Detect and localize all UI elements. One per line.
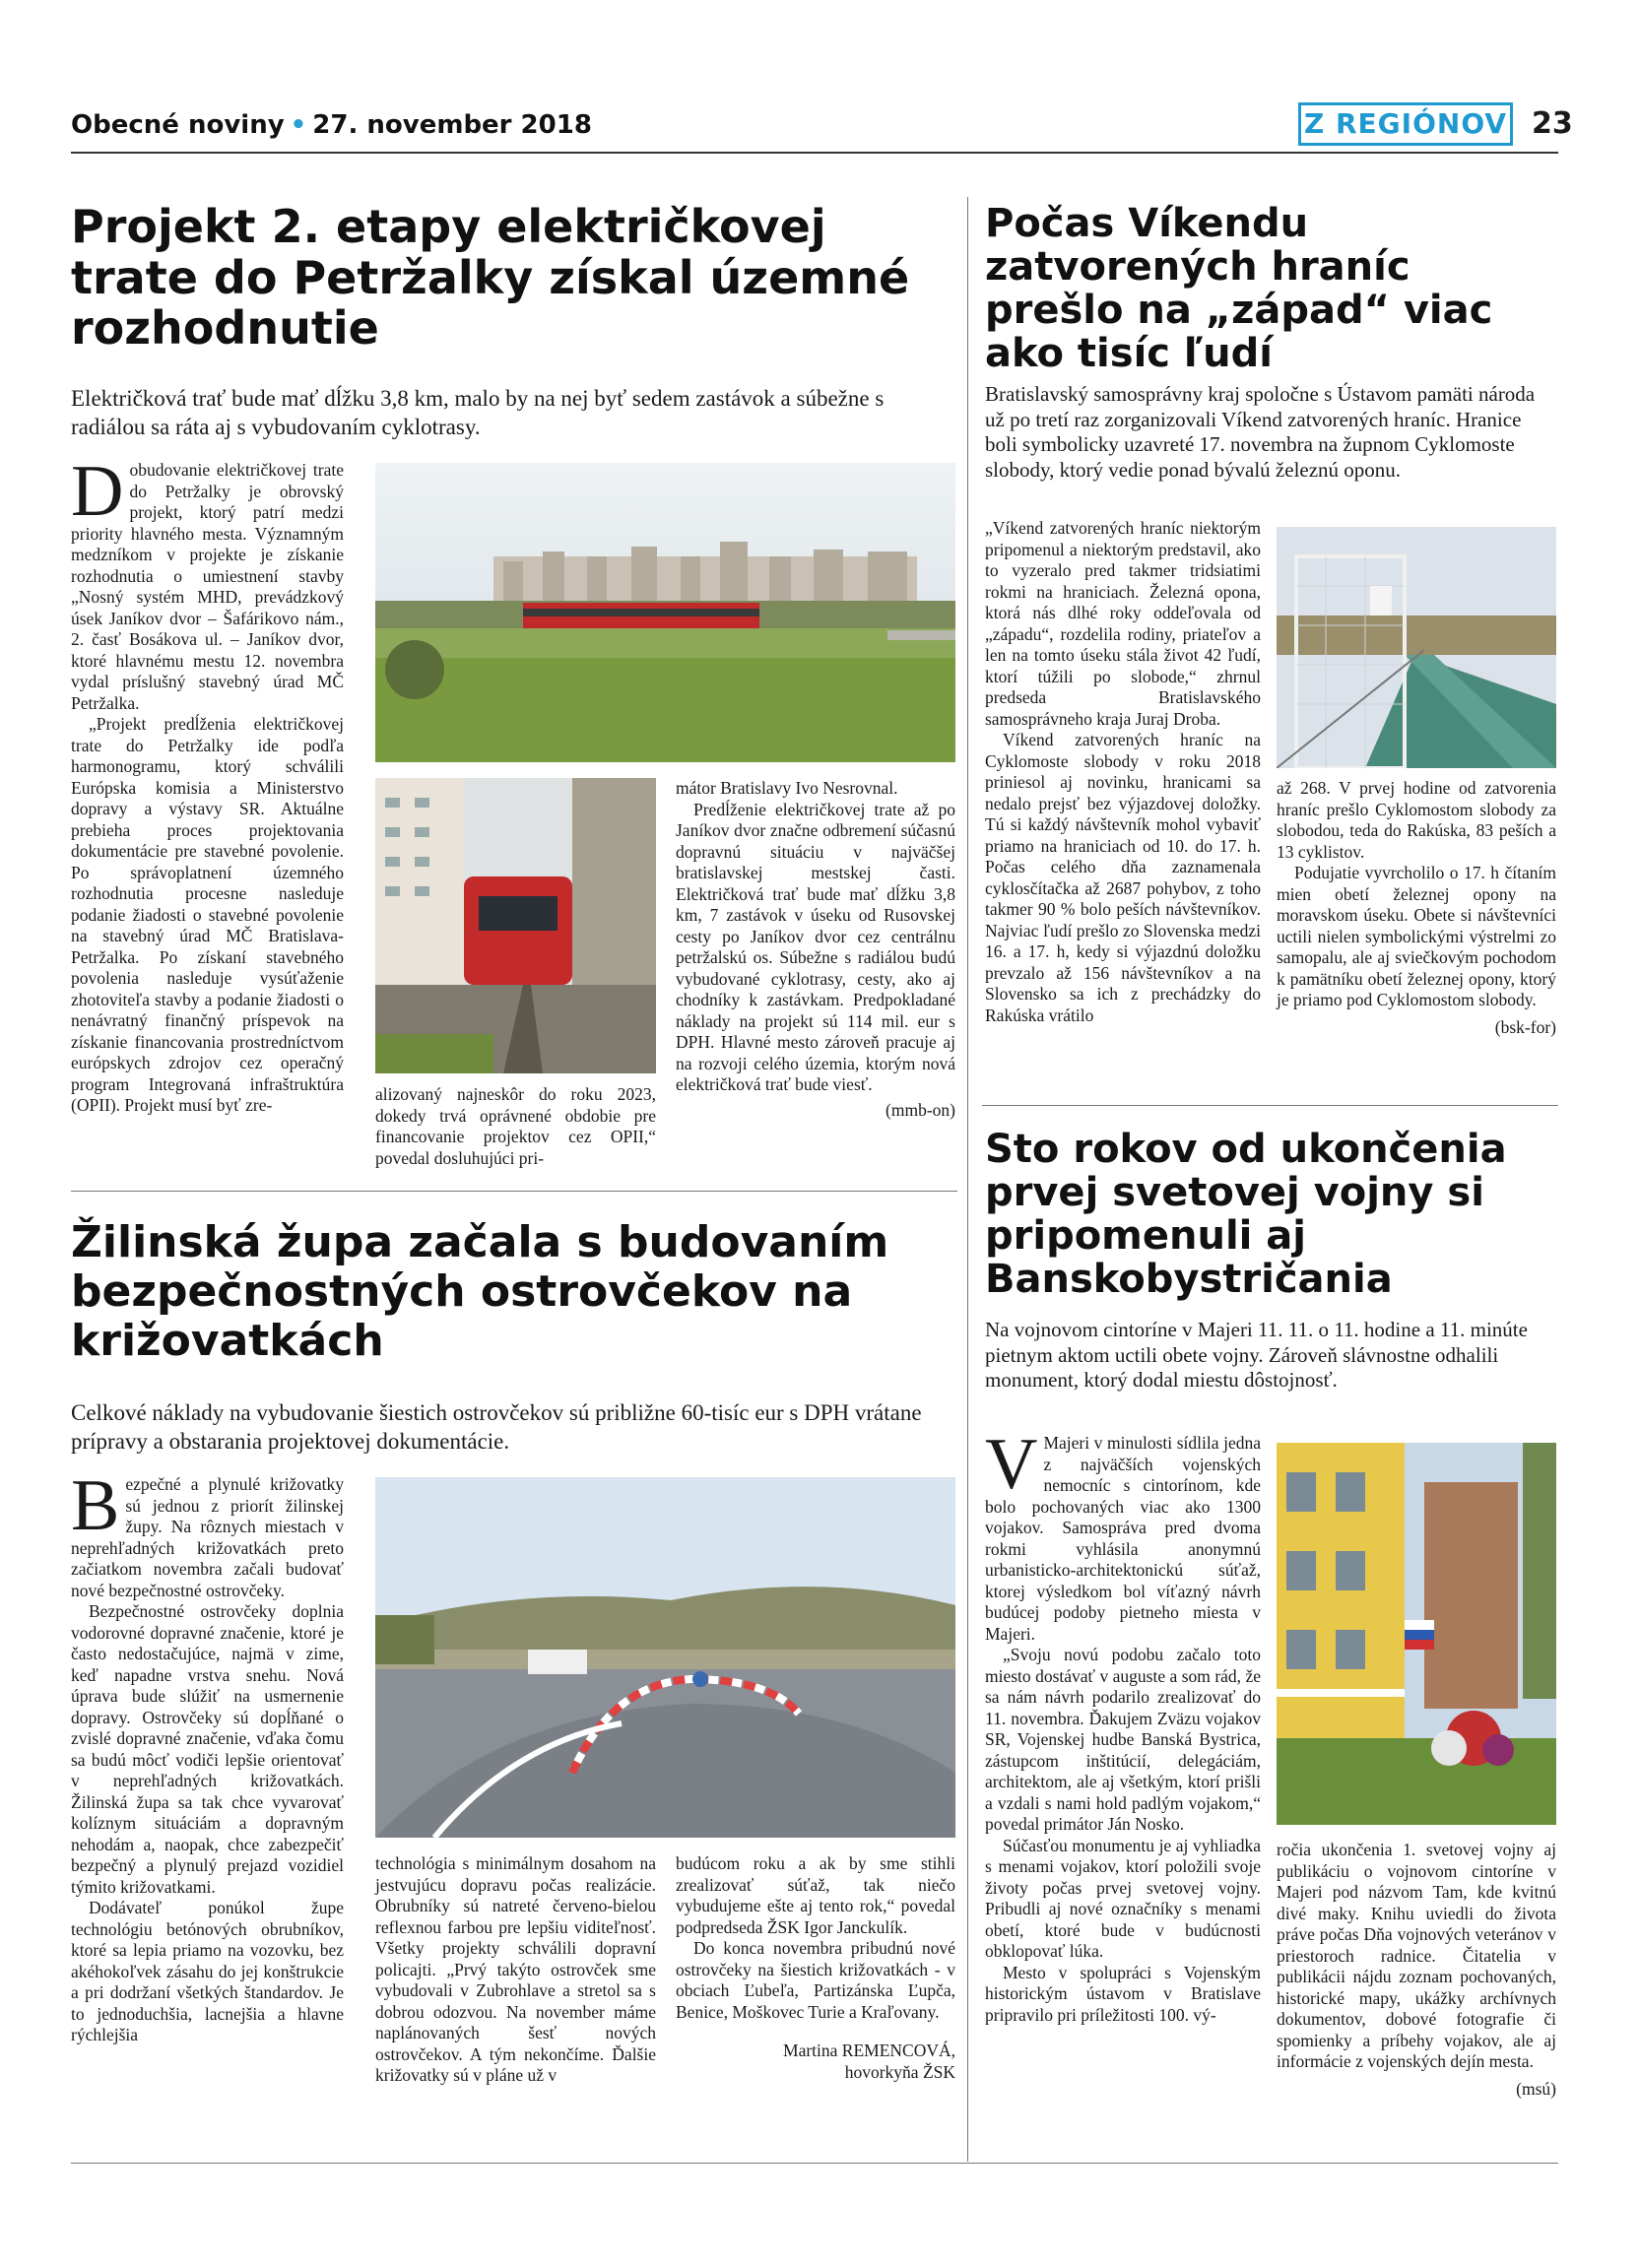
monument-photo xyxy=(1277,1443,1556,1825)
paragraph: technológia s minimálnym dosahom na jestvujúcu dopravu počas realizácie. Obrubníky sú natreté červeno-bielou reflexnou farbou pre lepšiu viditeľnosť. Všetky projekty schválili dopravní policajti. „Prvý takýto ostrovček sme vybudovali v Zubrohlave a stretol sa s dobrou odozvou. Na november máme naplánovaných šesť nových ostrovčekov. A tým nekončíme. Ďalšie križovatky sú v pláne už v xyxy=(375,1853,656,2086)
article2-col2 xyxy=(1277,778,1556,1038)
paragraph: mátor Bratislavy Ivo Nesrovnal. xyxy=(676,778,898,798)
paragraph: Podujatie vyvrcholilo o 17. h čítaním mien obetí železnej opony na moravskom úseku. Obete si návštevníci uctili nielen symbolickými výstrelmi zo samopalu, ale aj sviečkovým pochodom k pamätníku obetí železnej opony, ktorý je priamo pod Cyklomostom slobody. xyxy=(1277,863,1556,1010)
paragraph: Bezpečnostné ostrovčeky doplnia vodorovné dopravné značenie, ktoré je často nedostačujúce, najmä v zime, keď napadne vrstva snehu. Nová úprava bude slúžiť na usmernenie dopravy. Ostrovčeky sú dopĺňané o zvislé dopravné značenie, vďaka čomu sa budú môcť vodiči lepšie orientovať v neprehľadných križovatkách. Žilinská župa sa tak chce vyvarovať kolíznym situáciám a dopravným nehodám a, naopak, chce zabezpečiť bezpečný a plynulý prejazd vozidiel týmito križovatkami. xyxy=(71,1601,344,1897)
article3-col3 xyxy=(676,1853,955,2083)
signature-name: Martina REMENCOVÁ, xyxy=(783,2041,955,2061)
paper-name: Obecné noviny xyxy=(71,110,285,140)
column-divider xyxy=(967,197,968,2162)
header-rule xyxy=(71,152,1558,154)
paragraph: Dodávateľ ponúkol župe technológiu betónových obrubníkov, ktoré sa lepia priamo na vozovku, bez akéhokoľvek zásahu do jej konštrukcie a pri dodržaní všetkých štandardov. Je to jednoduchšia, lacnejšia a hlavne rýchlejšia xyxy=(71,1898,344,2045)
signature: (bsk-for) xyxy=(1494,1016,1556,1037)
article3-col2 xyxy=(375,1853,656,2087)
paragraph: budúcom roku a ak by sme stihli zrealizovať súťaž, tak niečo vybudujeme ešte aj tento rok,“ povedal podpredseda ŽSK Igor Janckulík. xyxy=(676,1853,955,1937)
page-number: 23 xyxy=(1532,106,1573,141)
article1-col2 xyxy=(375,1084,656,1169)
tram-stop-photo xyxy=(375,778,656,1073)
article4-col1 xyxy=(985,1424,1261,2026)
issue-date: 27. november 2018 xyxy=(312,110,592,140)
article4-title: Sto rokov od ukončenia prvej svetovej vojny si pripomenuli aj Banskobystričania xyxy=(985,1127,1507,1302)
paragraph: Súčasťou monumentu je aj vyhliadka s menami vojakov, ktorí položili svoje životy počas prvej svetovej vojny. Pribudli aj nové označníky s menami obetí, ktoré bude v budúcnosti obklopovať lúka. xyxy=(985,1835,1261,1962)
dropcap: V xyxy=(985,1424,1038,1505)
paragraph: „Víkend zatvorených hraníc niektorým pripomenul a niektorým predstavil, ako to vyzeralo pred takmer tridsiatimi rokmi na hraniciach. Železná opona, ktorá nás dlhé roky oddeľovala od „západu“, rozdelila rodiny, priateľov a len na tomto úseku stála život 42 ľudí, ktorí túžili po slobode,“ zhrnul predseda Bratislavského samosprávneho kraja Juraj Droba. xyxy=(985,518,1261,729)
paragraph: Predĺženie električkovej trate až po Janíkov dvor značne odbremení súčasnú dopravnú situáciu v najväčšej bratislavskej mestskej časti. Električková trať bude mať dĺžku 3,8 km, 7 zastávok v úseku od Rusovskej cesty po Janíkov dvor cez centrálnu petržalskú os. Súbežne s radiálou budú vybudované cyklotrasy, cesty, ako aj chodníky k zastávkam. Predpokladané náklady na projekt sú 114 mil. eur s DPH. Hlavné mesto zároveň pracuje aj na rozvoji celého územia, ktorým nová električková trať bude viesť. xyxy=(676,799,955,1095)
article2-title: Počas Víkendu zatvorených hraníc prešlo na „západ“ viac ako tisíc ľudí xyxy=(985,201,1493,376)
article4-col2 xyxy=(1277,1840,1556,2100)
separator-dot: • xyxy=(290,110,307,140)
signature: (mmb-on) xyxy=(886,1099,955,1120)
tram-photo xyxy=(375,463,955,762)
article3-col1 xyxy=(71,1465,344,2046)
traffic-island-photo xyxy=(375,1477,955,1838)
article1-title: Projekt 2. etapy električkovej trate do Petržalky získal územné rozhodnutie xyxy=(71,200,910,356)
article-divider-right xyxy=(982,1105,1558,1106)
article1-col3 xyxy=(676,778,955,1121)
paragraph: Víkend zatvorených hraníc na Cyklomoste slobody v roku 2018 priniesol aj novinku, hranicami sa nedalo prejsť bez výjazdovej doložky. Tú si každý návštevník mohol vybaviť priamo na hraniciach od 10. do 17. h. Počas celého dňa zaznamenala cyklosčítačka až 2687 pohybov, z toho takmer 90 % bolo peších návštevníkov. Najviac ľudí prešlo zo Slovenska medzi 16. a 17. h, kedy si výjazdnú doložku prevzalo až 156 návštevníkov a na Slovensko sa ich z prechádzky do Rakúska vrátilo xyxy=(985,730,1261,1025)
article1-col1 xyxy=(71,451,344,1117)
paragraph: Mesto v spolupráci s Vojenským historickým ústavom v Bratislave pripravilo pri príležitosti 100. vý- xyxy=(985,1962,1261,2025)
paragraph: „Projekt predĺženia električkovej trate do Petržalky ide podľa harmonogramu, ktorý schválili Európska komisia a Ministerstvo dopravy a výstavy SR. Aktuálne prebieha proces projektovania dokumentácie pre stavebné povolenie. Po správoplatnení územného rozhodnutia procesne nasleduje podanie žiadosti o stavebné povolenie na stavebný úrad MČ Bratislava-Petržalka. Po získaní stavebného povolenia nasleduje vysúťaženie zhotoviteľa stavby a podanie žiadosti o nenávratný finančný príspevok na získanie financovania prostredníctvom európskych zdrojov cez operačný program Integrovaná infraštruktúra (OPII). Projekt musí byť zre- xyxy=(71,714,344,1116)
paragraph: až 268. V prvej hodine od zatvorenia hraníc prešlo Cyklomostom slobody za slobodou, teda do Rakúska, 83 peších a 13 cyklistov. xyxy=(1277,778,1556,862)
paragraph: alizovaný najneskôr do roku 2023, dokedy trvá oprávnené obdobie pre financovanie projektov cez OPII,“ povedal dosluhujúci pri- xyxy=(375,1084,656,1168)
article2-lead: Bratislavský samosprávny kraj spoločne s Ústavom pamäti národa už po tretí raz zorganizovali Víkend zatvorených hraníc. Hranice boli symbolicky uzavreté 17. novembra na župnom Cyklomoste slobody, ktorý vedie ponad bývalú železnú oponu. xyxy=(985,382,1536,482)
dropcap: D xyxy=(71,451,124,532)
paragraph: ezpečné a plynulé križovatky sú jednou z priorít žilinskej župy. Na rôznych miestach v neprehľadných križovatkách preto začiatkom novembra začali budovať nové bezpečnostné ostrovčeky. xyxy=(71,1474,344,1600)
section-label: Z REGIÓNOV xyxy=(1298,102,1513,146)
paragraph: „Svoju novú podobu začalo toto miesto dostávať v auguste a som rád, že sa nám návrh podarilo zrealizovať do 11. novembra. Ďakujem Zväzu vojakov SR, Vojenskej hudbe Banská Bystrica, zástupcom inštitúcií, delegáciám, architektom, ale aj všetkým, ktorí prišli a vzdali s nami hold padlým vojakom,“ povedal primátor Ján Nosko. xyxy=(985,1645,1261,1835)
signature: (msú) xyxy=(1516,2078,1556,2099)
article3-title: Žilinská župa začala s budovaním bezpečnostných ostrovčekov na križovatkách xyxy=(71,1217,889,1367)
article-divider-left xyxy=(71,1191,957,1192)
masthead-line xyxy=(71,110,592,140)
paragraph: Majeri v minulosti sídlila jedna z najväčších vojenských nemocníc s cintorínom, kde bolo pochovaných viac ako 1300 vojakov. Samospráva pred dvoma rokmi vyhlásila anonymnú urbanisticko-architektonickú súťaž, ktorej výsledkom bol víťazný návrh budúcej podoby pietneho miesta v Majeri. xyxy=(985,1433,1261,1644)
paragraph: ročia ukončenia 1. svetovej vojny aj publikáciu o vojnovom cintoríne v Majeri pod názvom Tam, kde kvitnú divé maky. Knihu uviedli do života práve počas Dňa vojnových veteránov v priestoroch radnice. Čitatelia v publikácii nájdu zoznam pochovaných, historické mapy, ukážky archívnych dokumentov, dobové fotografie či spomienky a príbehy vojakov, ale aj informácie z vojenských dejín mesta. xyxy=(1277,1840,1556,2072)
paragraph: obudovanie električkovej trate do Petržalky je obrovský projekt, ktorý patrí medzi priority hlavného mesta. Významným medzníkom v projekte je získanie rozhodnutia o umiestnení stavby „Nosný systém MHD, prevádzkový úsek Janíkov dvor – Šafárikovo nám., 2. časť Bosákova ul. – Janíkov dvor, ktoré hlavnému mestu 12. novembra vydal príslušný stavebný úrad MČ Petržalka. xyxy=(71,460,344,713)
article3-lead: Celkové náklady na vybudovanie šiestich ostrovčekov sú približne 60-tisíc eur s DPH vrátane prípravy a obstarania projektovej dokumentácie. xyxy=(71,1400,922,1455)
paragraph: Do konca novembra pribudnú nové ostrovčeky na šiestich križovatkách - v obciach Ľubeľa, Partizánska Ľupča, Benice, Moškovec Turie a Kraľovany. xyxy=(676,1938,955,2022)
article4-lead: Na vojnovom cintoríne v Majeri 11. 11. o 11. hodine a 11. minúte pietnym aktom uctili obete vojny. Zároveň slávnostne odhalili monument, ktorý dodal miestu dôstojnosť. xyxy=(985,1318,1528,1393)
article2-col1 xyxy=(985,518,1261,1026)
signature-role: hovorkyňa ŽSK xyxy=(844,2061,955,2082)
dropcap: B xyxy=(71,1465,120,1546)
article1-lead: Električková trať bude mať dĺžku 3,8 km, malo by na nej byť sedem zastávok a súbežne s radiálou sa ráta aj s vybudovaním cyklotrasy. xyxy=(71,386,885,440)
cyclobridge-photo xyxy=(1277,527,1556,768)
footer-rule xyxy=(71,2163,1558,2164)
